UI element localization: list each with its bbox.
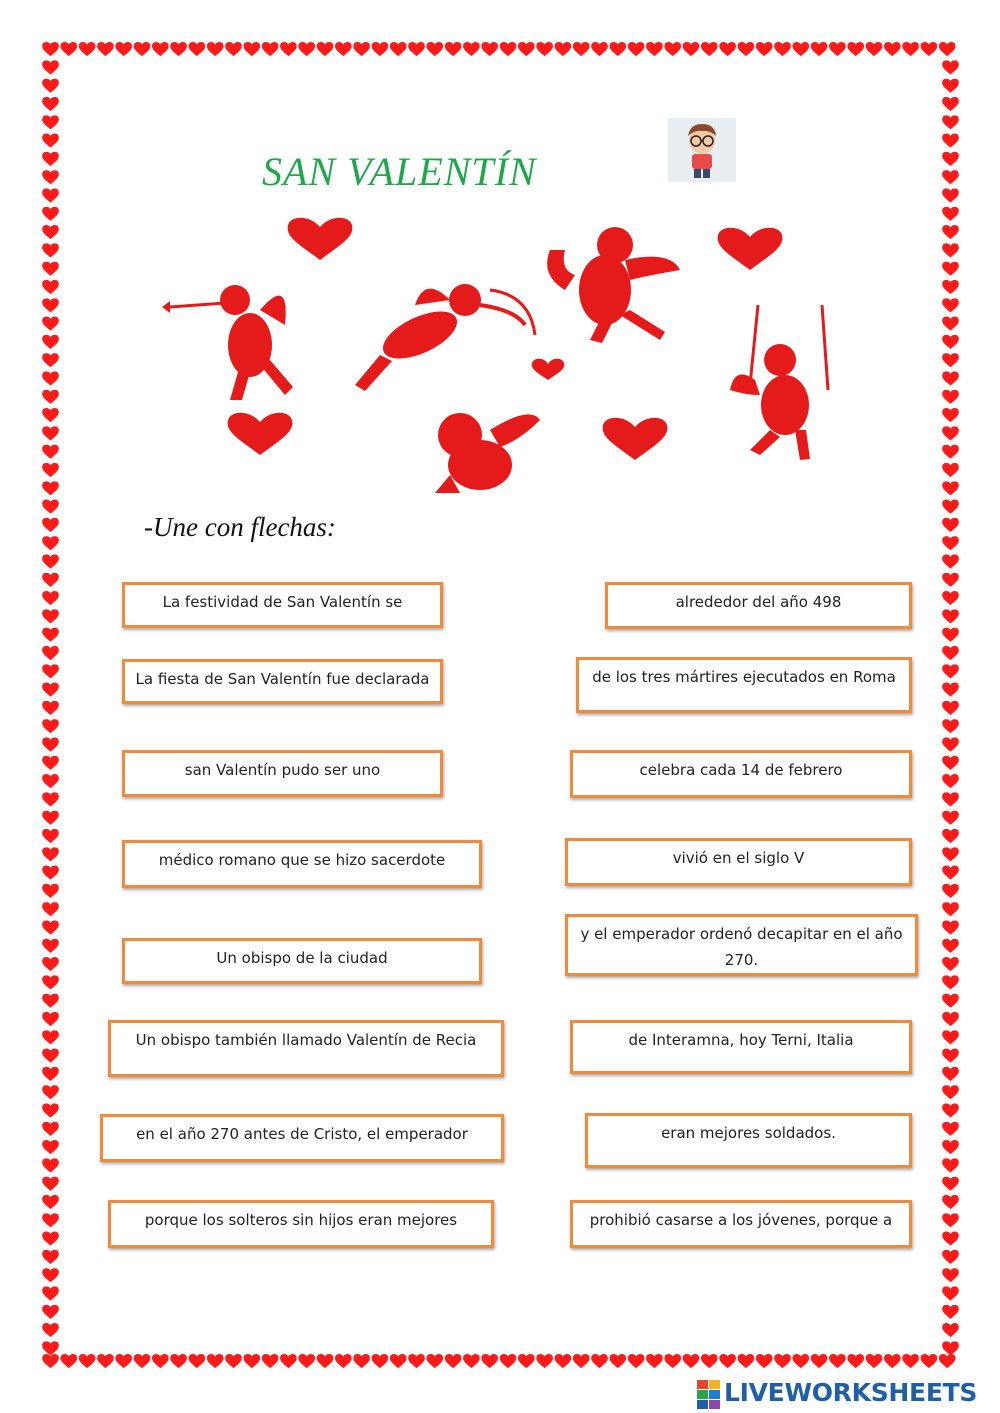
heart-icon	[42, 1323, 59, 1337]
match-right-item[interactable]: eran mejores soldados.	[585, 1113, 912, 1168]
heart-icon	[942, 1213, 959, 1227]
heart-icon	[942, 353, 959, 367]
heart-icon	[60, 1354, 77, 1368]
heart-icon	[942, 1067, 959, 1081]
heart-icon	[170, 42, 187, 56]
heart-icon	[518, 1354, 535, 1368]
heart-icon	[243, 42, 260, 56]
match-left-item[interactable]: san Valentín pudo ser uno	[122, 750, 443, 797]
heart-icon	[942, 719, 959, 733]
match-right-item[interactable]: vivió en el siglo V	[565, 838, 912, 886]
heart-icon	[942, 317, 959, 331]
heart-icon	[500, 1354, 517, 1368]
heart-icon	[942, 1122, 959, 1136]
heart-icon	[942, 60, 959, 74]
heart-icon	[942, 243, 959, 257]
heart-icon	[353, 42, 370, 56]
heart-icon	[942, 463, 959, 477]
heart-icon	[42, 1177, 59, 1191]
heart-icon	[942, 994, 959, 1008]
heart-icon	[942, 298, 959, 312]
heart-icon	[646, 42, 663, 56]
instruction-heading: -Une con flechas:	[144, 512, 336, 542]
heart-icon	[942, 1030, 959, 1044]
heart-icon	[942, 975, 959, 989]
heart-icon	[42, 1158, 59, 1172]
heart-icon	[42, 79, 59, 93]
heart-icon	[942, 1103, 959, 1117]
heart-icon	[829, 1354, 846, 1368]
heart-icon	[792, 42, 809, 56]
match-right-item[interactable]: de Interamna, hoy Terni, Italia	[570, 1020, 912, 1074]
heart-icon	[42, 500, 59, 514]
heart-icon	[811, 1354, 828, 1368]
heart-icon	[481, 1354, 498, 1368]
match-right-item[interactable]: alrededor del año 498	[605, 582, 912, 629]
heart-icon	[683, 1354, 700, 1368]
heart-icon	[42, 939, 59, 953]
heart-icon	[942, 866, 959, 880]
heart-icon	[42, 371, 59, 385]
cupid-figure	[435, 413, 540, 493]
heart-icon	[42, 152, 59, 166]
heart-icon	[756, 1354, 773, 1368]
heart-icon	[408, 42, 425, 56]
heart-icon	[42, 719, 59, 733]
heart-icon	[756, 42, 773, 56]
heart-icon	[280, 1354, 297, 1368]
heart-icon	[847, 1354, 864, 1368]
heart-icon	[298, 42, 315, 56]
heart-icon	[42, 408, 59, 422]
heart-icon	[42, 536, 59, 550]
heart-icon	[573, 42, 590, 56]
heart-icon	[42, 60, 59, 74]
heart-icon	[942, 701, 959, 715]
heart-icon	[42, 829, 59, 843]
heart-icon	[664, 42, 681, 56]
heart-icon	[719, 1354, 736, 1368]
heart-icon	[79, 1354, 96, 1368]
heart-icon	[942, 188, 959, 202]
heart-icon	[42, 701, 59, 715]
heart-icon	[42, 1049, 59, 1063]
heart-icon	[942, 536, 959, 550]
heart-icon	[921, 42, 938, 56]
heart-icon	[902, 42, 919, 56]
heart-icon	[134, 1354, 151, 1368]
match-left-item[interactable]: La festividad de San Valentín se	[122, 582, 443, 628]
heart-icon	[42, 481, 59, 495]
heart-icon	[79, 42, 96, 56]
heart-icon	[42, 1213, 59, 1227]
heart-icon	[97, 42, 114, 56]
heart-icon	[189, 42, 206, 56]
heart-icon	[42, 97, 59, 111]
heart-icon	[42, 957, 59, 971]
heart-icon	[718, 228, 783, 270]
heart-icon	[866, 1354, 883, 1368]
heart-icon	[609, 42, 626, 56]
heart-icon	[225, 1354, 242, 1368]
heart-icon	[942, 646, 959, 660]
heart-icon	[42, 390, 59, 404]
heart-icon	[317, 42, 334, 56]
cupid-figure	[547, 227, 680, 343]
heart-icon	[42, 1030, 59, 1044]
heart-icon	[42, 884, 59, 898]
heart-icon	[42, 298, 59, 312]
heart-icon	[942, 664, 959, 678]
heart-icon	[207, 42, 224, 56]
heart-icon	[942, 591, 959, 605]
heart-icon	[42, 207, 59, 221]
heart-icon	[298, 1354, 315, 1368]
match-right-item[interactable]: de los tres mártires ejecutados en Roma	[576, 657, 912, 713]
heart-icon	[207, 1354, 224, 1368]
match-left-item[interactable]: Un obispo de la ciudad	[122, 938, 482, 984]
page-title: SAN VALENTÍN	[262, 149, 537, 194]
heart-icon	[262, 1354, 279, 1368]
heart-icon	[115, 42, 132, 56]
heart-icon	[42, 609, 59, 623]
heart-icon	[683, 42, 700, 56]
heart-icon	[42, 1103, 59, 1117]
heart-icon	[942, 737, 959, 751]
heart-icon	[42, 115, 59, 129]
heart-icon	[42, 847, 59, 861]
heart-icon	[170, 1354, 187, 1368]
heart-icon	[939, 42, 956, 56]
heart-icon	[591, 1354, 608, 1368]
heart-icon	[942, 609, 959, 623]
match-right-item[interactable]: celebra cada 14 de febrero	[570, 750, 912, 798]
heart-icon	[42, 902, 59, 916]
heart-icon	[811, 42, 828, 56]
heart-icon	[317, 1354, 334, 1368]
heart-icon	[942, 500, 959, 514]
heart-icon	[942, 1158, 959, 1172]
heart-icon	[942, 792, 959, 806]
heart-icon	[942, 902, 959, 916]
heart-icon	[42, 335, 59, 349]
heart-icon	[60, 42, 77, 56]
heart-icon	[42, 573, 59, 587]
match-right-item[interactable]: prohibió casarse a los jóvenes, porque a	[570, 1200, 912, 1248]
heart-icon	[942, 1140, 959, 1154]
heart-icon	[942, 1341, 959, 1355]
heart-icon	[390, 1354, 407, 1368]
heart-icon	[942, 1049, 959, 1063]
liveworksheets-logo-icon	[697, 1380, 721, 1410]
heart-icon	[42, 920, 59, 934]
heart-icon	[942, 1305, 959, 1319]
heart-icon	[445, 1354, 462, 1368]
heart-icon	[942, 920, 959, 934]
brand-name[interactable]: LIVEWORKSHEETS	[724, 1378, 978, 1407]
heart-icon	[42, 188, 59, 202]
heart-icon	[42, 225, 59, 239]
heart-icon	[42, 1195, 59, 1209]
heart-icon	[42, 134, 59, 148]
heart-icon	[942, 1286, 959, 1300]
heart-icon	[942, 134, 959, 148]
heart-icon	[463, 42, 480, 56]
match-right-item[interactable]: y el emperador ordenó decapitar en el año 270.	[565, 914, 918, 976]
heart-icon	[921, 1354, 938, 1368]
heart-icon	[942, 1268, 959, 1282]
heart-icon	[42, 756, 59, 770]
heart-icon	[942, 554, 959, 568]
heart-icon	[942, 115, 959, 129]
heart-icon	[42, 317, 59, 331]
heart-icon	[942, 1085, 959, 1099]
heart-icon	[701, 42, 718, 56]
heart-icon	[536, 42, 553, 56]
heart-icon	[335, 1354, 352, 1368]
heart-icon	[591, 42, 608, 56]
cupid-figure	[730, 305, 828, 460]
heart-icon	[942, 1250, 959, 1264]
heart-icon	[42, 664, 59, 678]
heart-icon	[335, 42, 352, 56]
heart-icon	[701, 1354, 718, 1368]
heart-icon	[942, 408, 959, 422]
heart-icon	[42, 628, 59, 642]
heart-icon	[42, 1286, 59, 1300]
heart-icon	[942, 97, 959, 111]
heart-icon	[942, 683, 959, 697]
cupid-figure	[162, 285, 293, 400]
heart-icon	[942, 884, 959, 898]
heart-icon	[646, 1354, 663, 1368]
heart-icon	[942, 79, 959, 93]
heart-icon	[738, 1354, 755, 1368]
cupid-figure	[355, 284, 535, 391]
heart-icon	[609, 1354, 626, 1368]
heart-icon	[942, 1323, 959, 1337]
heart-icon	[42, 774, 59, 788]
heart-icon	[42, 1067, 59, 1081]
heart-icon	[42, 1232, 59, 1246]
heart-icon	[42, 683, 59, 697]
heart-icon	[774, 1354, 791, 1368]
heart-icon	[884, 1354, 901, 1368]
heart-icon	[942, 811, 959, 825]
heart-icon	[42, 353, 59, 367]
heart-icon	[353, 1354, 370, 1368]
heart-icon	[884, 42, 901, 56]
heart-icon	[942, 957, 959, 971]
heart-icon	[942, 390, 959, 404]
heart-icon	[42, 518, 59, 532]
heart-icon	[942, 481, 959, 495]
match-left-item[interactable]: médico romano que se hizo sacerdote	[122, 840, 482, 888]
heart-icon	[390, 42, 407, 56]
heart-icon	[555, 42, 572, 56]
heart-icon	[942, 262, 959, 276]
heart-icon	[774, 42, 791, 56]
heart-icon	[426, 42, 443, 56]
heart-icon	[288, 218, 353, 260]
heart-icon	[42, 243, 59, 257]
heart-icon	[628, 1354, 645, 1368]
heart-icon	[942, 1232, 959, 1246]
heart-icon	[942, 170, 959, 184]
heart-icon	[942, 207, 959, 221]
heart-icon	[939, 1354, 956, 1368]
heart-icon	[942, 774, 959, 788]
heart-icon	[42, 591, 59, 605]
heart-icon	[445, 42, 462, 56]
heart-icon	[42, 792, 59, 806]
heart-icon	[942, 573, 959, 587]
match-left-item[interactable]: Un obispo también llamado Valentín de Recia	[108, 1020, 504, 1077]
heart-icon	[97, 1354, 114, 1368]
heart-icon	[942, 371, 959, 385]
heart-icon	[42, 1354, 59, 1368]
heart-icon	[42, 280, 59, 294]
heart-icon	[42, 554, 59, 568]
match-left-item[interactable]: en el año 270 antes de Cristo, el emperador	[100, 1114, 504, 1162]
heart-icon	[189, 1354, 206, 1368]
heart-icon	[408, 1354, 425, 1368]
boy-avatar-icon	[668, 118, 736, 182]
heart-icon	[942, 628, 959, 642]
heart-icon	[719, 42, 736, 56]
heart-icon	[738, 42, 755, 56]
heart-icon	[42, 994, 59, 1008]
heart-icon	[942, 1177, 959, 1191]
heart-icon	[463, 1354, 480, 1368]
match-left-item[interactable]: porque los solteros sin hijos eran mejores	[108, 1200, 494, 1248]
heart-icon	[942, 756, 959, 770]
heart-icon	[942, 426, 959, 440]
heart-icon	[518, 42, 535, 56]
heart-icon	[42, 463, 59, 477]
heart-icon	[228, 413, 293, 455]
heart-icon	[847, 42, 864, 56]
heart-icon	[280, 42, 297, 56]
heart-icon	[942, 847, 959, 861]
heart-icon	[942, 518, 959, 532]
heart-icon	[134, 42, 151, 56]
heart-icon	[42, 1012, 59, 1026]
heart-icon	[942, 445, 959, 459]
heart-icon	[942, 280, 959, 294]
heart-icon	[942, 1195, 959, 1209]
match-left-item[interactable]: La fiesta de San Valentín fue declarada	[122, 659, 443, 704]
heart-icon	[225, 42, 242, 56]
heart-icon	[942, 939, 959, 953]
heart-icon	[829, 42, 846, 56]
heart-icon	[42, 170, 59, 184]
heart-icon	[664, 1354, 681, 1368]
heart-icon	[372, 42, 389, 56]
heart-icon	[42, 42, 59, 56]
heart-icon	[152, 1354, 169, 1368]
heart-icon	[500, 42, 517, 56]
heart-icon	[42, 975, 59, 989]
heart-icon	[481, 42, 498, 56]
heart-icon	[573, 1354, 590, 1368]
heart-icon	[152, 42, 169, 56]
heart-icon	[792, 1354, 809, 1368]
heart-icon	[42, 1250, 59, 1264]
heart-icon	[42, 426, 59, 440]
heart-icon	[42, 866, 59, 880]
heart-icon	[942, 335, 959, 349]
heart-icon	[42, 1085, 59, 1099]
heart-icon	[942, 152, 959, 166]
heart-icon	[866, 42, 883, 56]
heart-icon	[115, 1354, 132, 1368]
heart-icon	[42, 1305, 59, 1319]
heart-icon	[942, 225, 959, 239]
heart-icon	[42, 1268, 59, 1282]
heart-icon	[42, 811, 59, 825]
heart-icon	[42, 646, 59, 660]
heart-icon	[555, 1354, 572, 1368]
heart-icon	[372, 1354, 389, 1368]
heart-icon	[42, 737, 59, 751]
heart-icon	[426, 1354, 443, 1368]
heart-icon	[42, 1140, 59, 1154]
heart-icon	[536, 1354, 553, 1368]
cupids-illustration	[160, 215, 840, 500]
heart-icon	[262, 42, 279, 56]
heart-icon	[42, 262, 59, 276]
heart-icon	[628, 42, 645, 56]
heart-icon	[42, 1341, 59, 1355]
heart-icon	[42, 1122, 59, 1136]
heart-icon	[603, 418, 668, 460]
heart-icon	[243, 1354, 260, 1368]
heart-icon	[942, 829, 959, 843]
heart-icon	[902, 1354, 919, 1368]
heart-icon	[42, 445, 59, 459]
heart-icon	[942, 1012, 959, 1026]
heart-icon	[532, 359, 565, 380]
